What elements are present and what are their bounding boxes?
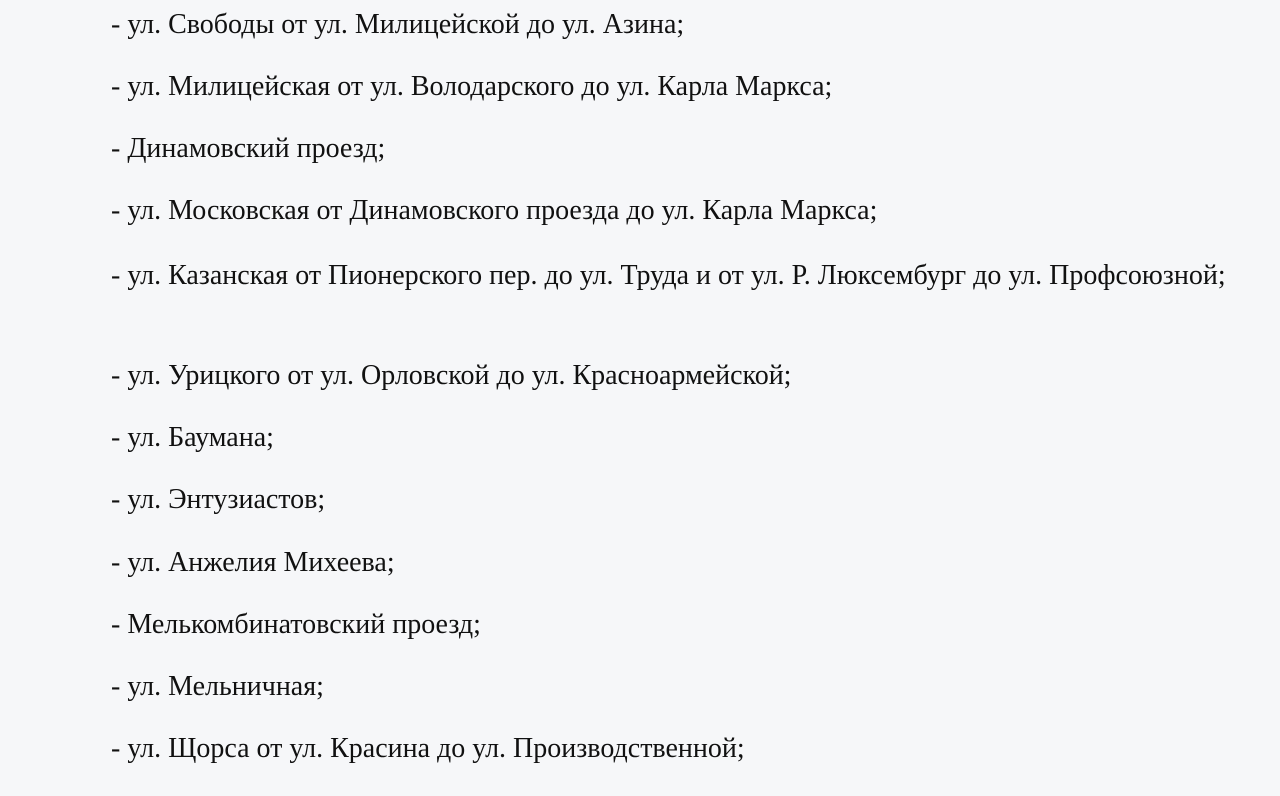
- list-item: - ул. Казанская от Пионерского пер. до ул. Труда и от ул. Р. Люксембург до ул. Профсоюзной;: [111, 260, 1226, 291]
- list-item: - ул. Анжелия Михеева;: [111, 547, 395, 578]
- list-item: - ул. Свободы от ул. Милицейской до ул. Азина;: [111, 9, 685, 40]
- list-item: - ул. Урицкого от ул. Орловской до ул. Красноармейской;: [111, 360, 792, 391]
- list-item: - ул. Энтузиастов;: [111, 484, 326, 515]
- list-item: - Мелькомбинатовский проезд;: [111, 609, 481, 640]
- list-item: - ул. Милицейская от ул. Володарского до ул. Карла Маркса;: [111, 71, 833, 102]
- list-item: - ул. Мельничная;: [111, 671, 324, 702]
- list-item: - Динамовский проезд;: [111, 133, 386, 164]
- list-item: - ул. Баумана;: [111, 422, 274, 453]
- list-item: - ул. Московская от Динамовского проезда до ул. Карла Маркса;: [111, 195, 878, 226]
- list-item: - ул. Щорса от ул. Красина до ул. Производственной;: [111, 733, 745, 764]
